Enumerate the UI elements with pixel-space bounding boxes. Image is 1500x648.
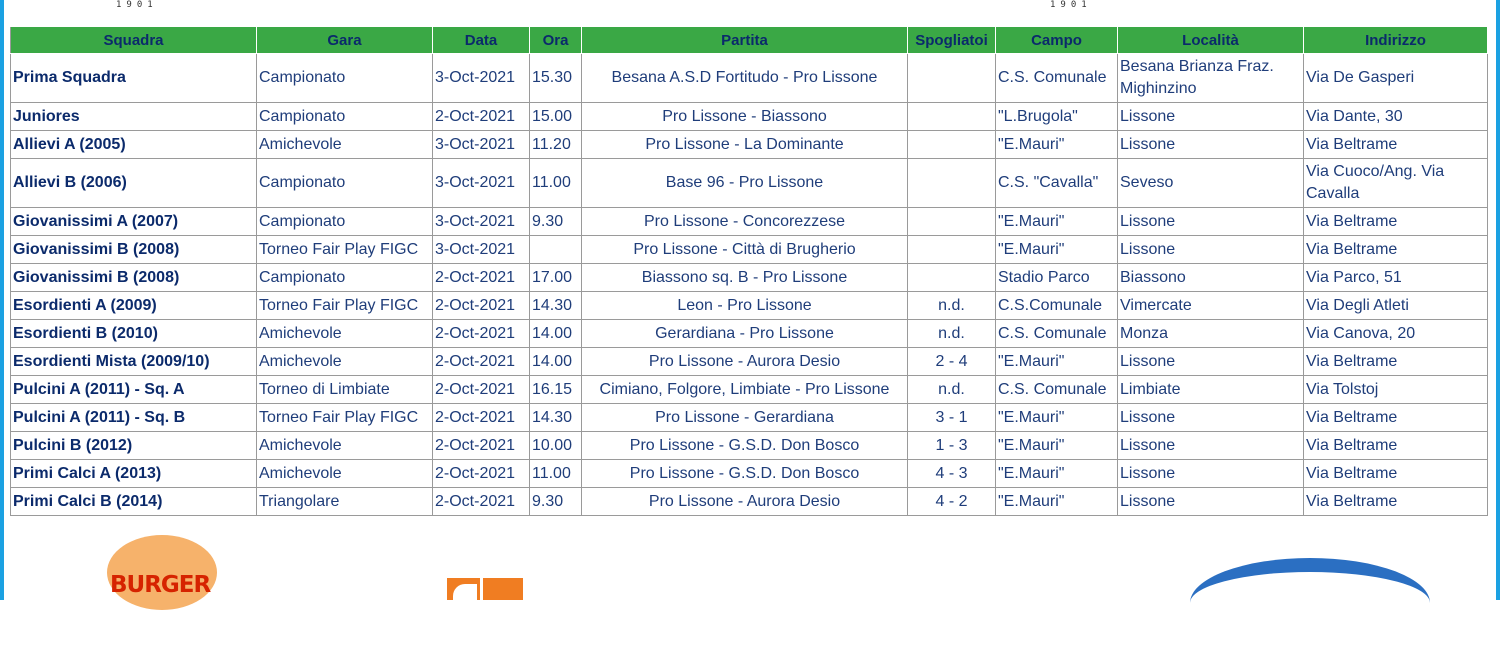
- cell-campo: "L.Brugola": [996, 103, 1118, 131]
- cell-data: 3-Oct-2021: [433, 236, 530, 264]
- cell-indirizzo: Via Degli Atleti: [1304, 292, 1488, 320]
- cell-campo: "E.Mauri": [996, 208, 1118, 236]
- table-row: [11, 54, 1488, 103]
- cell-partita: Pro Lissone - G.S.D. Don Bosco: [582, 460, 908, 488]
- cell-squadra: Giovanissimi B (2008): [11, 236, 257, 264]
- cell-indirizzo: Via Beltrame: [1304, 432, 1488, 460]
- cell-partita: Pro Lissone - G.S.D. Don Bosco: [582, 432, 908, 460]
- cell-data: 2-Oct-2021: [433, 404, 530, 432]
- cell-campo: C.S.Comunale: [996, 292, 1118, 320]
- table-row: [11, 320, 1488, 348]
- cell-partita: Cimiano, Folgore, Limbiate - Pro Lissone: [582, 376, 908, 404]
- cell-spogliatoi: [908, 208, 996, 236]
- cell-campo: Stadio Parco: [996, 264, 1118, 292]
- cell-campo: C.S. Comunale: [996, 376, 1118, 404]
- cell-spogliatoi: [908, 264, 996, 292]
- cell-squadra: Esordienti B (2010): [11, 320, 257, 348]
- cell-gara: Amichevole: [257, 432, 433, 460]
- cell-data: 2-Oct-2021: [433, 292, 530, 320]
- table-row: [11, 460, 1488, 488]
- cell-indirizzo: Via Cuoco/Ang. Via Cavalla: [1304, 159, 1488, 208]
- cell-data: 2-Oct-2021: [433, 320, 530, 348]
- cell-spogliatoi: 1 - 3: [908, 432, 996, 460]
- cell-localita: Lissone: [1118, 208, 1304, 236]
- table-row: [11, 264, 1488, 292]
- cell-data: 3-Oct-2021: [433, 131, 530, 159]
- column-header-data: Data: [433, 27, 530, 54]
- cell-spogliatoi: 4 - 3: [908, 460, 996, 488]
- established-year-left: 1901: [116, 0, 158, 10]
- cell-squadra: Pulcini B (2012): [11, 432, 257, 460]
- cell-partita: Gerardiana - Pro Lissone: [582, 320, 908, 348]
- cell-partita: Pro Lissone - Concorezzese: [582, 208, 908, 236]
- cell-ora: 16.15: [530, 376, 582, 404]
- cell-indirizzo: Via Canova, 20: [1304, 320, 1488, 348]
- cell-data: 2-Oct-2021: [433, 264, 530, 292]
- cell-localita: Lissone: [1118, 103, 1304, 131]
- cell-squadra: Allievi A (2005): [11, 131, 257, 159]
- cell-spogliatoi: [908, 131, 996, 159]
- cell-ora: 9.30: [530, 488, 582, 516]
- cell-data: 2-Oct-2021: [433, 488, 530, 516]
- cell-campo: "E.Mauri": [996, 131, 1118, 159]
- cell-indirizzo: Via Beltrame: [1304, 236, 1488, 264]
- schedule-table: [10, 26, 1488, 516]
- table-row: [11, 103, 1488, 131]
- cell-partita: Besana A.S.D Fortitudo - Pro Lissone: [582, 54, 908, 103]
- cell-indirizzo: Via De Gasperi: [1304, 54, 1488, 103]
- cell-gara: Triangolare: [257, 488, 433, 516]
- cell-squadra: Giovanissimi B (2008): [11, 264, 257, 292]
- cell-localita: Lissone: [1118, 236, 1304, 264]
- table-row: [11, 488, 1488, 516]
- cell-partita: Pro Lissone - Aurora Desio: [582, 488, 908, 516]
- cell-localita: Vimercate: [1118, 292, 1304, 320]
- cell-squadra: Pulcini A (2011) - Sq. A: [11, 376, 257, 404]
- cell-campo: "E.Mauri": [996, 488, 1118, 516]
- cell-indirizzo: Via Beltrame: [1304, 404, 1488, 432]
- cell-gara: Campionato: [257, 208, 433, 236]
- cell-localita: Seveso: [1118, 159, 1304, 208]
- cell-gara: Campionato: [257, 54, 433, 103]
- cell-squadra: Giovanissimi A (2007): [11, 208, 257, 236]
- cell-gara: Campionato: [257, 264, 433, 292]
- cell-squadra: Allievi B (2006): [11, 159, 257, 208]
- cell-campo: C.S. "Cavalla": [996, 159, 1118, 208]
- cell-ora: 17.00: [530, 264, 582, 292]
- cell-spogliatoi: 2 - 4: [908, 348, 996, 376]
- cell-spogliatoi: 3 - 1: [908, 404, 996, 432]
- table-row: [11, 292, 1488, 320]
- cell-squadra: Pulcini A (2011) - Sq. B: [11, 404, 257, 432]
- cell-ora: 14.00: [530, 348, 582, 376]
- cell-localita: Lissone: [1118, 488, 1304, 516]
- cell-ora: 9.30: [530, 208, 582, 236]
- cell-gara: Amichevole: [257, 460, 433, 488]
- cell-data: 2-Oct-2021: [433, 460, 530, 488]
- table-row: [11, 348, 1488, 376]
- column-header-squadra: Squadra: [11, 27, 257, 54]
- cell-spogliatoi: [908, 159, 996, 208]
- column-header-ora: Ora: [530, 27, 582, 54]
- cell-localita: Lissone: [1118, 432, 1304, 460]
- cell-spogliatoi: n.d.: [908, 320, 996, 348]
- cell-spogliatoi: n.d.: [908, 292, 996, 320]
- cell-indirizzo: Via Beltrame: [1304, 488, 1488, 516]
- cell-data: 3-Oct-2021: [433, 54, 530, 103]
- cell-indirizzo: Via Tolstoj: [1304, 376, 1488, 404]
- table-row: [11, 159, 1488, 208]
- cell-ora: [530, 236, 582, 264]
- cell-ora: 11.00: [530, 460, 582, 488]
- cell-localita: Lissone: [1118, 460, 1304, 488]
- cell-squadra: Juniores: [11, 103, 257, 131]
- cell-partita: Leon - Pro Lissone: [582, 292, 908, 320]
- column-header-spogliatoi: Spogliatoi: [908, 27, 996, 54]
- cell-campo: "E.Mauri": [996, 236, 1118, 264]
- cell-localita: Lissone: [1118, 404, 1304, 432]
- cell-gara: Torneo di Limbiate: [257, 376, 433, 404]
- cell-data: 2-Oct-2021: [433, 376, 530, 404]
- cell-partita: Biassono sq. B - Pro Lissone: [582, 264, 908, 292]
- table-row: [11, 131, 1488, 159]
- table-row: [11, 404, 1488, 432]
- cell-data: 3-Oct-2021: [433, 159, 530, 208]
- cell-gara: Amichevole: [257, 131, 433, 159]
- table-row: [11, 376, 1488, 404]
- cell-ora: 15.00: [530, 103, 582, 131]
- cell-gara: Torneo Fair Play FIGC: [257, 404, 433, 432]
- cell-indirizzo: Via Beltrame: [1304, 348, 1488, 376]
- column-header-partita: Partita: [582, 27, 908, 54]
- cell-localita: Lissone: [1118, 348, 1304, 376]
- burger-king-logo-text: BURGER: [110, 572, 211, 598]
- orange-sponsor-logo: [447, 578, 523, 600]
- cell-gara: Campionato: [257, 103, 433, 131]
- column-header-gara: Gara: [257, 27, 433, 54]
- cell-ora: 15.30: [530, 54, 582, 103]
- cell-partita: Pro Lissone - Biassono: [582, 103, 908, 131]
- cell-ora: 14.30: [530, 292, 582, 320]
- cell-partita: Pro Lissone - La Dominante: [582, 131, 908, 159]
- cell-gara: Amichevole: [257, 320, 433, 348]
- cell-data: 2-Oct-2021: [433, 432, 530, 460]
- cell-localita: Lissone: [1118, 131, 1304, 159]
- cell-spogliatoi: [908, 103, 996, 131]
- cell-gara: Amichevole: [257, 348, 433, 376]
- cell-indirizzo: Via Beltrame: [1304, 208, 1488, 236]
- cell-indirizzo: Via Beltrame: [1304, 460, 1488, 488]
- column-header-localita: Località: [1118, 27, 1304, 54]
- cell-partita: Pro Lissone - Gerardiana: [582, 404, 908, 432]
- column-header-campo: Campo: [996, 27, 1118, 54]
- cell-squadra: Esordienti Mista (2009/10): [11, 348, 257, 376]
- cell-campo: "E.Mauri": [996, 404, 1118, 432]
- cell-indirizzo: Via Parco, 51: [1304, 264, 1488, 292]
- table-header-row: [11, 27, 1488, 54]
- cell-ora: 10.00: [530, 432, 582, 460]
- cell-partita: Base 96 - Pro Lissone: [582, 159, 908, 208]
- cell-campo: "E.Mauri": [996, 460, 1118, 488]
- cell-squadra: Primi Calci B (2014): [11, 488, 257, 516]
- cell-spogliatoi: [908, 236, 996, 264]
- cell-ora: 11.20: [530, 131, 582, 159]
- cell-data: 3-Oct-2021: [433, 208, 530, 236]
- cell-ora: 11.00: [530, 159, 582, 208]
- cell-campo: C.S. Comunale: [996, 54, 1118, 103]
- column-header-indirizzo: Indirizzo: [1304, 27, 1488, 54]
- cell-indirizzo: Via Dante, 30: [1304, 103, 1488, 131]
- cell-partita: Pro Lissone - Città di Brugherio: [582, 236, 908, 264]
- established-year-right: 1901: [1050, 0, 1092, 10]
- cell-data: 2-Oct-2021: [433, 348, 530, 376]
- cell-campo: C.S. Comunale: [996, 320, 1118, 348]
- cell-localita: Biassono: [1118, 264, 1304, 292]
- cell-localita: Limbiate: [1118, 376, 1304, 404]
- cell-gara: Torneo Fair Play FIGC: [257, 292, 433, 320]
- cell-squadra: Esordienti A (2009): [11, 292, 257, 320]
- cell-localita: Besana Brianza Fraz. Mighinzino: [1118, 54, 1304, 103]
- cell-localita: Monza: [1118, 320, 1304, 348]
- table-row: [11, 236, 1488, 264]
- cell-ora: 14.30: [530, 404, 582, 432]
- cell-spogliatoi: 4 - 2: [908, 488, 996, 516]
- cell-spogliatoi: n.d.: [908, 376, 996, 404]
- cell-squadra: Prima Squadra: [11, 54, 257, 103]
- cell-partita: Pro Lissone - Aurora Desio: [582, 348, 908, 376]
- cell-spogliatoi: [908, 54, 996, 103]
- table-row: [11, 208, 1488, 236]
- cell-data: 2-Oct-2021: [433, 103, 530, 131]
- cell-campo: "E.Mauri": [996, 348, 1118, 376]
- cell-campo: "E.Mauri": [996, 432, 1118, 460]
- table-row: [11, 432, 1488, 460]
- cell-gara: Torneo Fair Play FIGC: [257, 236, 433, 264]
- cell-squadra: Primi Calci A (2013): [11, 460, 257, 488]
- cell-gara: Campionato: [257, 159, 433, 208]
- blue-swoosh-sponsor-logo: [1190, 558, 1430, 648]
- cell-ora: 14.00: [530, 320, 582, 348]
- cell-indirizzo: Via Beltrame: [1304, 131, 1488, 159]
